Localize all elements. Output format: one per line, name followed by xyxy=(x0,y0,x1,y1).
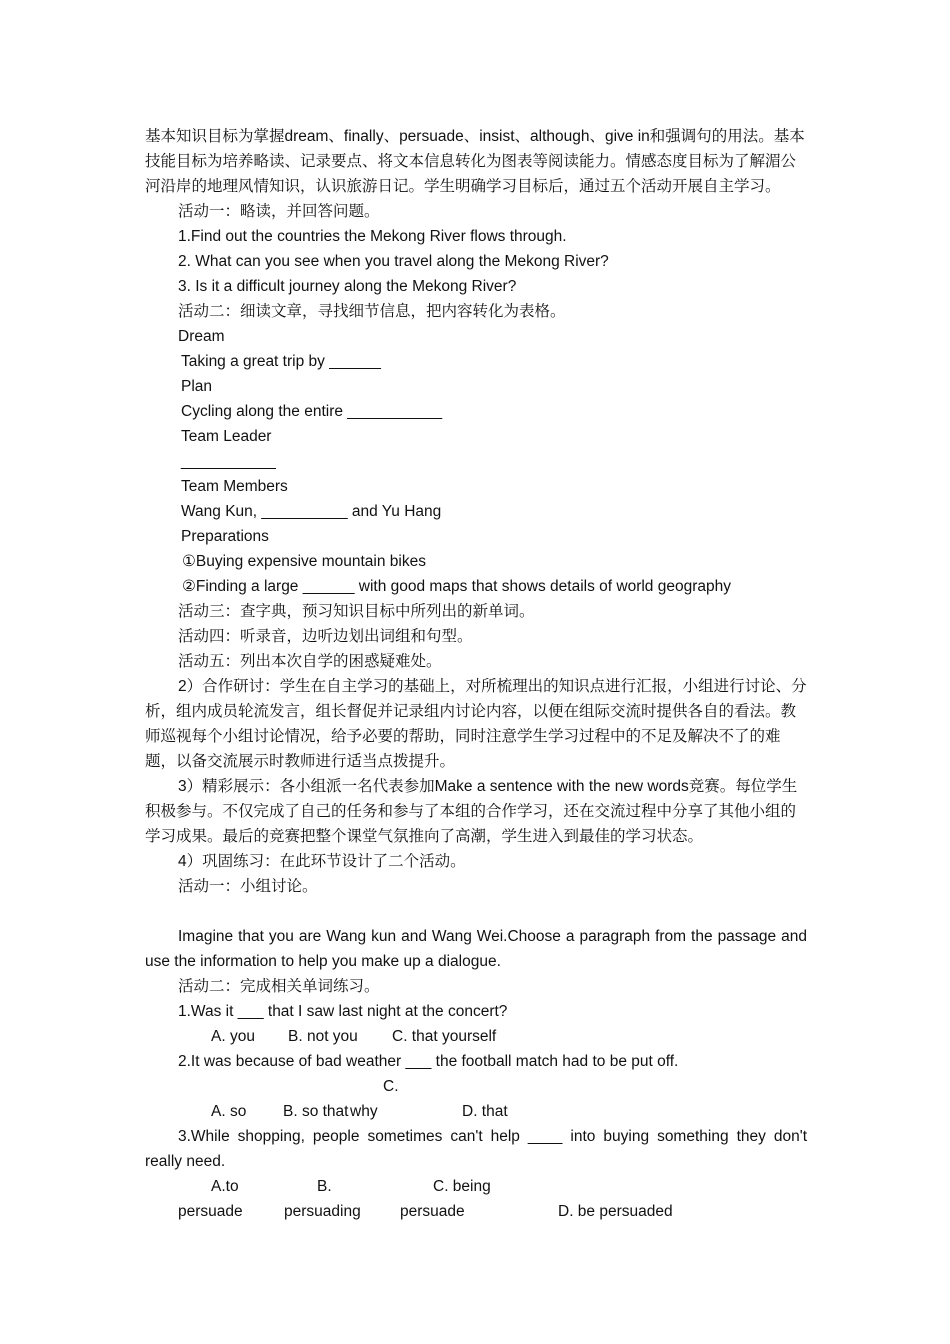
q2-option-b: B. so that xyxy=(283,1103,349,1120)
question-1: 1.Find out the countries the Mekong River flows through. xyxy=(178,228,567,245)
table-value-team-leader: ___________ xyxy=(181,453,276,470)
q3-option-a: A.to persuade xyxy=(178,1178,243,1220)
table-label-team-leader: Team Leader xyxy=(181,428,272,445)
intro-paragraph: 基本知识目标为掌握dream、finally、persuade、insist、although、give in和强调句的用法。基本技能目标为培养略读、记录要点、将文本信息转化为图表等阅读能力。情感态度目标为了解湄公河沿岸的地理风情知识，认识旅游日记。学生明确学习目标后，通过五个活动开展自主学习。 xyxy=(145,128,805,195)
step3-paragraph: 3）精彩展示：各小组派一名代表参加Make a sentence with the new words竞赛。每位学生积极参与。不仅完成了自己的任务和参与了本组的合作学习，还在交流过程中分享了其他小组的学习成果。最后的竞赛把整个课堂气氛推向了高潮，学生进入到最佳的学习状态。 xyxy=(145,778,798,845)
q2-option-c: C. why xyxy=(350,1078,399,1120)
activity4-text: 活动四：听录音，边听边划出词组和句型。 xyxy=(178,628,473,645)
q1-option-b: B. not you xyxy=(288,1028,358,1045)
table-value-preparations-2: ②Finding a large ______ with good maps that shows details of world geography xyxy=(182,578,731,595)
step4-paragraph: 4）巩固练习：在此环节设计了二个活动。 xyxy=(178,853,466,870)
detail-table xyxy=(145,324,807,599)
q3-option-d: D. be persuaded xyxy=(558,1203,673,1220)
q2-option-a: A. so xyxy=(211,1103,247,1120)
activity2-title: 活动二：细读文章，寻找细节信息，把内容转化为表格。 xyxy=(178,303,566,320)
document-body xyxy=(145,124,807,1224)
exercise-q2: 2.It was because of bad weather ___ the football match had to be put off. xyxy=(178,1053,679,1070)
q2-option-d: D. that xyxy=(462,1103,508,1120)
table-label-plan: Plan xyxy=(181,378,213,395)
practice1-text: Imagine that you are Wang kun and Wang Wei.Choose a paragraph from the passage and use the information to help you make up a dialogue. xyxy=(145,928,807,970)
practice2-title: 活动二：完成相关单词练习。 xyxy=(178,978,380,995)
activity1-title: 活动一：略读，并回答问题。 xyxy=(178,203,380,220)
step2-paragraph: 2）合作研讨：学生在自主学习的基础上，对所梳理出的知识点进行汇报，小组进行讨论、分析，组内成员轮流发言，组长督促并记录组内讨论内容，以便在组际交流时提供各自的看法。教师巡视每个小组讨论情况，给予必要的帮助，同时注意学生学习过程中的不足及解决不了的难题，以备交流展示时教师进行适当点拨提升。 xyxy=(145,678,807,770)
exercise-q1-options xyxy=(145,1024,807,1049)
q3-option-c: C. being persuade xyxy=(400,1178,491,1220)
q1-option-a: A. you xyxy=(211,1028,255,1045)
question-3: 3. Is it a difficult journey along the Mekong River? xyxy=(178,278,517,295)
blank-line xyxy=(145,899,807,924)
q3-option-b: B. persuading xyxy=(284,1178,361,1220)
table-label-team-members: Team Members xyxy=(181,478,288,495)
activity3-text: 活动三：查字典，预习知识目标中所列出的新单词。 xyxy=(178,603,535,620)
activity5-text: 活动五：列出本次自学的困惑疑难处。 xyxy=(178,653,442,670)
table-value-preparations-1: ①Buying expensive mountain bikes xyxy=(182,553,426,570)
table-value-team-members: Wang Kun, __________ and Yu Hang xyxy=(181,503,442,520)
practice1-title: 活动一：小组讨论。 xyxy=(178,878,318,895)
exercise-q3-options xyxy=(145,1174,807,1224)
question-2: 2. What can you see when you travel along the Mekong River? xyxy=(178,253,609,270)
exercise-q2-options xyxy=(145,1074,807,1124)
q1-option-c: C. that yourself xyxy=(392,1028,497,1045)
table-label-dream: Dream xyxy=(178,328,225,345)
table-label-preparations: Preparations xyxy=(181,528,269,545)
exercise-q3: 3.While shopping, people sometimes can't help ____ into buying something they don't really need. xyxy=(145,1128,807,1170)
table-value-plan: Cycling along the entire ___________ xyxy=(181,403,443,420)
exercise-q1: 1.Was it ___ that I saw last night at the concert? xyxy=(178,1003,508,1020)
table-value-dream: Taking a great trip by ______ xyxy=(181,353,381,370)
